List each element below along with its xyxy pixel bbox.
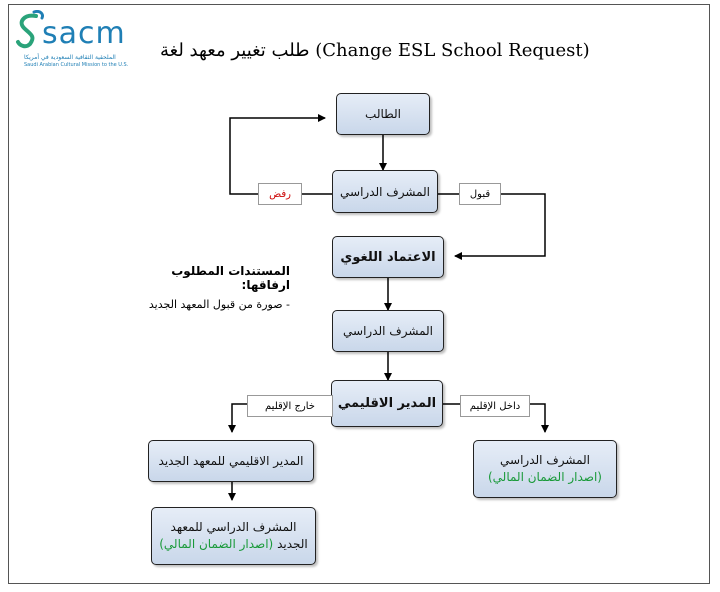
node-new-school-advisor	[151, 507, 316, 565]
node-advisor-label: المشرف الدراسي	[340, 184, 430, 199]
node-new-school-advisor-line1: المشرف الدراسي للمعهد	[170, 520, 297, 534]
required-documents-item: - صورة من قبول المعهد الجديد	[148, 298, 290, 311]
label-accept	[459, 183, 501, 205]
node-inside-region-advisor-label: المشرف الدراسي	[500, 453, 590, 467]
node-advisor-second-label: المشرف الدراسي	[343, 324, 433, 338]
logo-brand: sacm	[42, 16, 126, 51]
node-inside-region-advisor	[473, 440, 617, 498]
node-regional-director	[331, 380, 443, 427]
node-regional-director-label: المدير الاقليمي	[337, 396, 437, 411]
logo-arabic-caption: الملحقية الثقافية السعودية في أمريكا	[24, 54, 116, 61]
label-outside-region	[247, 395, 333, 417]
label-reject-text: رفض	[269, 188, 291, 200]
label-reject	[258, 183, 302, 205]
page-title: طلب تغيير معهد لغة (Change ESL School Request)	[160, 40, 590, 61]
node-advisor	[332, 170, 438, 213]
node-new-school-advisor-note: (اصدار الضمان المالي)	[159, 537, 274, 551]
node-new-school-advisor-line2: الجديد	[277, 537, 308, 551]
label-accept-text: قبول	[469, 188, 491, 200]
node-inside-region-advisor-note: (اصدار الضمان المالي)	[488, 470, 602, 484]
node-advisor-second	[332, 310, 444, 352]
label-inside-region	[460, 395, 530, 417]
node-student	[336, 93, 430, 135]
required-documents-heading: المستندات المطلوب ارفاقها:	[171, 264, 290, 292]
node-student-label: الطالب	[365, 107, 401, 121]
label-inside-region-text: داخل الإقليم	[469, 400, 521, 412]
node-new-regional-director	[148, 440, 314, 482]
node-new-regional-director-label: المدير الاقليمي للمعهد الجديد	[158, 454, 304, 468]
node-language-accreditation	[332, 236, 444, 278]
node-accreditation-label: الاعتماد اللغوي	[340, 249, 436, 265]
label-outside-region-text: خارج الإقليم	[265, 400, 315, 412]
logo-english-caption: Saudi Arabian Cultural Mission to the U.S.	[24, 62, 129, 68]
